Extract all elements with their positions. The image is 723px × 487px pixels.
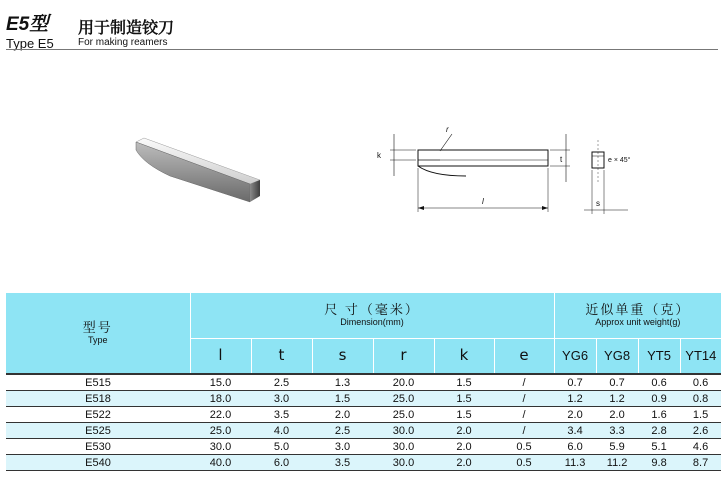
label-chamfer: e × 45°	[608, 157, 631, 164]
table-cell: E540	[6, 455, 190, 471]
table-cell: 3.4	[554, 423, 596, 439]
table-cell: 3.3	[596, 423, 638, 439]
table-cell: 30.0	[373, 423, 434, 439]
table-cell: 5.0	[251, 439, 312, 455]
table-cell: 4.0	[251, 423, 312, 439]
type-header-cn: 型号	[82, 320, 113, 335]
table-cell: 1.2	[596, 391, 638, 407]
table-cell: 2.0	[312, 407, 373, 423]
table-cell: 1.5	[680, 407, 721, 423]
product-photo	[130, 130, 270, 210]
table-cell: 2.5	[312, 423, 373, 439]
table-row	[6, 391, 721, 407]
table-cell: 25.0	[373, 407, 434, 423]
weight-header-en: Approx unit weight(g)	[595, 317, 681, 328]
table-cell: 8.7	[680, 455, 721, 471]
table-row	[6, 423, 721, 439]
title-chinese: 用于制造铰刀	[78, 20, 175, 37]
table-cell: 20.0	[373, 374, 434, 391]
spec-table	[6, 293, 721, 471]
table-cell: 2.0	[434, 439, 494, 455]
table-cell: 1.3	[312, 374, 373, 391]
product-code: E5型	[6, 14, 49, 35]
title-english: For making reamers	[78, 37, 168, 48]
type-label: Type E5	[6, 36, 54, 51]
label-t: t	[560, 155, 563, 164]
table-cell: 2.0	[554, 407, 596, 423]
table-cell: 11.3	[554, 455, 596, 471]
table-cell: E525	[6, 423, 190, 439]
table-cell: 11.2	[596, 455, 638, 471]
table-cell: 30.0	[190, 439, 251, 455]
table-cell: /	[494, 407, 554, 423]
table-cell: /	[494, 391, 554, 407]
label-r: r	[446, 125, 449, 134]
label-k: k	[377, 151, 381, 160]
table-cell: 6.0	[251, 455, 312, 471]
table-cell: 2.0	[596, 407, 638, 423]
table-cell: 0.8	[680, 391, 721, 407]
header-divider	[6, 49, 718, 50]
table-cell: 0.6	[638, 374, 680, 391]
table-cell: 3.5	[251, 407, 312, 423]
table-cell: 18.0	[190, 391, 251, 407]
type-header-en: Type	[87, 335, 108, 345]
table-cell: 0.7	[554, 374, 596, 391]
table-cell: 5.9	[596, 439, 638, 455]
table-cell: 5.1	[638, 439, 680, 455]
table-cell: 2.6	[680, 423, 721, 439]
column-header: t	[251, 338, 312, 374]
table-cell: 1.5	[434, 374, 494, 391]
table-row	[6, 374, 721, 391]
column-header: YT14	[680, 338, 721, 374]
table-cell: 40.0	[190, 455, 251, 471]
table-cell: 22.0	[190, 407, 251, 423]
table-cell: 1.6	[638, 407, 680, 423]
table-cell: 1.5	[434, 391, 494, 407]
weight-header	[554, 293, 721, 338]
table-cell: 6.0	[554, 439, 596, 455]
table-cell: 0.5	[494, 455, 554, 471]
type-header	[6, 293, 190, 374]
table-cell: 0.7	[596, 374, 638, 391]
table-row	[6, 407, 721, 423]
table-cell: 1.5	[312, 391, 373, 407]
table-cell: 1.2	[554, 391, 596, 407]
column-header: YG8	[596, 338, 638, 374]
technical-drawing	[370, 120, 650, 220]
table-cell: 3.0	[312, 439, 373, 455]
column-header: s	[312, 338, 373, 374]
table-cell: 4.6	[680, 439, 721, 455]
column-header: YG6	[554, 338, 596, 374]
table-cell: 15.0	[190, 374, 251, 391]
dimension-header-en: Dimension(mm)	[340, 317, 404, 328]
table-cell: E522	[6, 407, 190, 423]
column-header: r	[373, 338, 434, 374]
table-cell: 2.8	[638, 423, 680, 439]
table-cell: 9.8	[638, 455, 680, 471]
column-header: YT5	[638, 338, 680, 374]
table-cell: E530	[6, 439, 190, 455]
label-s: s	[596, 199, 600, 208]
weight-header-cn: 近似单重（克）	[585, 302, 691, 318]
table-cell: 1.5	[434, 407, 494, 423]
column-header: l	[190, 338, 251, 374]
table-cell: 30.0	[373, 439, 434, 455]
table-cell: /	[494, 374, 554, 391]
table-row	[6, 455, 721, 471]
table-cell: E515	[6, 374, 190, 391]
dimension-header-cn: 尺 寸（毫米）	[324, 302, 420, 318]
table-cell: 3.0	[251, 391, 312, 407]
table-cell: 0.9	[638, 391, 680, 407]
table-cell: 0.5	[494, 439, 554, 455]
column-header: e	[494, 338, 554, 374]
table-cell: 25.0	[190, 423, 251, 439]
table-cell: 25.0	[373, 391, 434, 407]
table-cell: 3.5	[312, 455, 373, 471]
table-row	[6, 439, 721, 455]
column-header: k	[434, 338, 494, 374]
table-cell: /	[494, 423, 554, 439]
table-cell: 2.5	[251, 374, 312, 391]
table-cell: 2.0	[434, 455, 494, 471]
table-cell: E518	[6, 391, 190, 407]
dimension-header	[190, 293, 554, 338]
label-l: l	[482, 197, 484, 206]
table-cell: 0.6	[680, 374, 721, 391]
table-cell: 2.0	[434, 423, 494, 439]
table-cell: 30.0	[373, 455, 434, 471]
